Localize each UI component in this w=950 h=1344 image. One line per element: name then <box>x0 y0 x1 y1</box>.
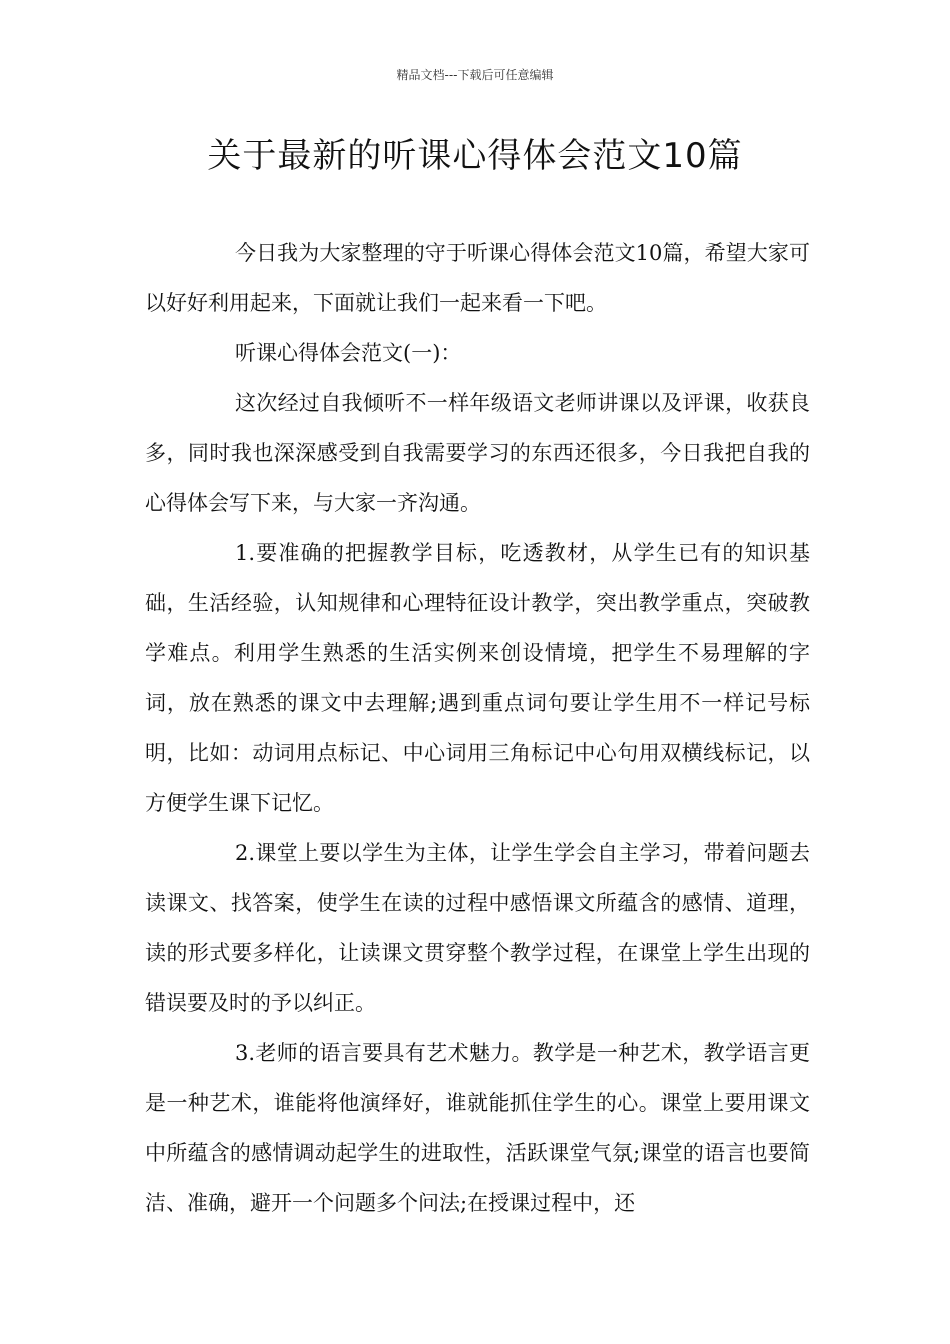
header-note: 精品文档---下载后可任意编辑 <box>396 68 554 82</box>
paragraph: 今日我为大家整理的守于听课心得体会范文10篇，希望大家可以好好利用起来，下面就让我们一起来看一下吧。 <box>145 241 810 315</box>
paragraph: 2.课堂上要以学生为主体，让学生学会自主学习，带着问题去读课文、找答案，使学生在读的过程中感悟课文所蕴含的感情、道理，读的形式要多样化，让读课文贯穿整个教学过程，在课堂上学生出现的错误要及时的予以纠正。 <box>145 841 810 1015</box>
document-body <box>145 228 810 1228</box>
paragraph: 3.老师的语言要具有艺术魅力。教学是一种艺术，教学语言更是一种艺术，谁能将他演绎好，谁就能抓住学生的心。课堂上要用课文中所蕴含的感情调动起学生的进取性，活跃课堂气氛;课堂的语言也要简洁、准确，避开一个问题多个问法;在授课过程中，还 <box>145 1041 810 1215</box>
paragraph: 1.要准确的把握教学目标，吃透教材，从学生已有的知识基础，生活经验，认知规律和心理特征设计教学，突出教学重点，突破教学难点。利用学生熟悉的生活实例来创设情境，把学生不易理解的字词，放在熟悉的课文中去理解;遇到重点词句要让学生用不一样记号标明，比如：动词用点标记、中心词用三角标记中心句用双横线标记，以方便学生课下记忆。 <box>145 541 810 815</box>
paragraph: 这次经过自我倾听不一样年级语文老师讲课以及评课，收获良多，同时我也深深感受到自我需要学习的东西还很多，今日我把自我的心得体会写下来，与大家一齐沟通。 <box>145 391 810 515</box>
paragraph: 听课心得体会范文(一)： <box>235 341 462 365</box>
document-title: 关于最新的听课心得体会范文10篇 <box>207 136 743 176</box>
